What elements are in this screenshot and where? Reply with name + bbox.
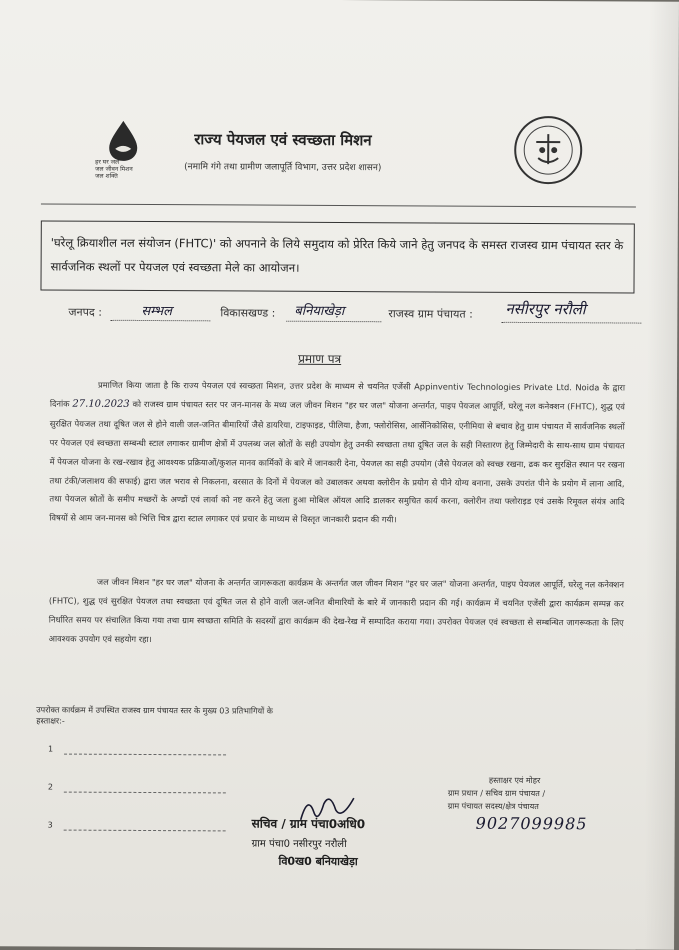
certificate-heading: प्रमाण पत्र [298, 351, 342, 367]
gram-panchayat-label: राजस्व ग्राम पंचायत : [388, 307, 473, 321]
department-title: राज्य पेयजल एवं स्वच्छता मिशन [194, 130, 372, 150]
sign-number-3: 3 [47, 820, 53, 830]
signature-line-2 [64, 791, 226, 794]
certificate-paragraph-2: जल जीवन मिशन "हर घर जल" योजना के अन्तर्गत जागरूकता कार्यक्रम के अन्तर्गत जल जीवन मिशन "हर घर जल" योजना अन्तर्गत, पाइप पेयजल आपूर्ति, घरेलू नल कनेक्शन (FHTC), शुद्ध एवं सुरक्षित पेयजल तथा स्वच्छता एवं दूषित जल से होने वाली जल-जनित बीमारियों के बारे में जानकारी प्रदान की गई। कार्यक्रम में चयनित एजेंसी द्वारा कार्यक्रम सम्पन्न कर निर्धारित समय पर संचालित किया गया तथा ग्राम स्वच्छता समिति के सदस्यों द्वारा कार्यक्रम की देख-रेख में सम्पादित कराया गया। उपरोक्त पेयजल एवं स्वच्छता से सम्बन्धित जागरूकता के लिए आवश्यक उपयोग एवं सहयोग रहा। [48, 576, 624, 644]
sign-number-2: 2 [47, 782, 53, 792]
certificate-paragraph-1: प्रमाणित किया जाता है कि राज्य पेयजल एवं स्वच्छता मिशन, उत्तर प्रदेश के माध्यम से चयनित एजेंसी Appinventiv Technologies Private Ltd. Noida के द्वारा दिनांक 27.10.2023 को राजस्व ग्राम पंचायत स्तर पर जन-मानस के मध्य जल जीवन मिशन "हर घर जल" योजना अन्तर्गत, पाइप पेयजल आपूर्ति, घरेलू नल कनेक्शन (FHTC), शुद्ध एवं सुरक्षित पेयजल तथा दूषित जल से होने वाली जल-जनित बीमारियों जैसे डायरिया, टाइफाइड, पीलिया, हैजा, फ्लोरोसिस, आर्सेनिकोसिस, एनीमिया से बचाव हेतु ग्राम पंचायत में सार्वजनिक स्थलों पर पेयजल एवं स्वच्छता सम्बन्धी स्टाल लगाकर ग्रामीण क्षेत्रों में उपलब्ध जल स्रोतों के सही उपयोग हेतु उनकी स्वच्छता तथा दूषित जल के सही निस्तारण हेतु जिम्मेदारी के साथ-साथ ग्राम पंचायत में पेयजल योजना के रख-रखाव हेतु आवश्यक प्रक्रियाओं/कुशल मानव कार्मिकों के बारे में जानकारी देना, पेयजल का सही उपयोग (जैसे पेयजल को स्वच्छ रखना, ढक कर सुरक्षित स्थान पर रखना तथा टंकी/जलाशय की सफाई) द्वारा जल भराव से निकलना, बरसात के दिनों में पेयजल को उबालकर अथवा क्लोरीन के प्रयोग से पीने योग्य बनाना, उसके उपरांत पीने के प्रयोग में लाना आदि, तथा पेयजल स्रोतों के समीप मच्छरों के अण्डों एवं लार्वा को नष्ट करने हेतु जला हुआ मोबिल ऑयल आदि डालकर समुचित कार्य करना, क्लोरीन तथा फ्लोराइड एवं उसके रिमूवल संयंत्र आदि विषयों से आम जन-मानस को भित्ति चित्र द्वारा स्टाल लगाकर एवं प्रचार के माध्यम से विस्तृत जानकारी प्रदान की गयी। [49, 379, 626, 525]
stamp-line-3: वि0ख0 बनियाखेड़ा [278, 854, 358, 869]
signatures-label: हस्ताक्षर:- [36, 716, 65, 726]
phone-number: 9027099985 [475, 813, 588, 834]
signatory-line-2: ग्राम पंचायत सदस्य/क्षेत्र पंचायत [447, 801, 539, 812]
signature-line-1 [64, 753, 226, 756]
stamp-line-2: ग्राम पंचा0 नसीरपुर नरौली [251, 838, 347, 851]
sign-seal-label: हस्ताक्षर एवं मोहर [488, 775, 541, 786]
gram-panchayat-value: नसीरपुर नरौली [505, 299, 586, 319]
stamp-line-1: सचिव / ग्राम पंचा0अधि0 [251, 816, 366, 832]
block-label: विकासखण्ड : [220, 306, 276, 320]
signatory-line-1: ग्राम प्रधान / सचिव ग्राम पंचायत / [447, 788, 546, 799]
logo-caption: हर घर जल जल जीवन मिशन जल शक्ति [95, 158, 133, 180]
header-divider [41, 203, 636, 207]
attendance-note: उपरोक्त कार्यक्रम में उपस्थित राजस्व ग्राम पंचायत स्तर के मुख्य 03 प्रतिभागियों के [36, 705, 273, 716]
department-subtitle: (नमामि गंगे तथा ग्रामीण जलापूर्ति विभाग, उत्तर प्रदेश शासन) [184, 162, 382, 174]
block-value: बनियाखेड़ा [294, 303, 345, 320]
up-government-seal [512, 114, 584, 186]
gram-panchayat-underline [501, 321, 641, 324]
signature-line-3 [64, 829, 226, 832]
block-underline [286, 320, 381, 322]
page-edge-shadow [644, 2, 679, 950]
sign-number-1: 1 [48, 744, 54, 754]
district-underline [110, 319, 210, 322]
notice-text: 'घरेलू क्रियाशील नल संयोजन (FHTC)' को अपनाने के लिये समुदाय को प्रेरित किये जाने हेतु जनपद के समस्त राजस्व ग्राम पंचायत स्तर के सार्वजनिक स्थलों पर पेयजल एवं स्वच्छता मेले का आयोजन। [50, 235, 624, 275]
event-date: 27.10.2023 [72, 398, 130, 410]
district-label: जनपद : [68, 305, 102, 319]
district-value: सम्भल [141, 303, 173, 320]
